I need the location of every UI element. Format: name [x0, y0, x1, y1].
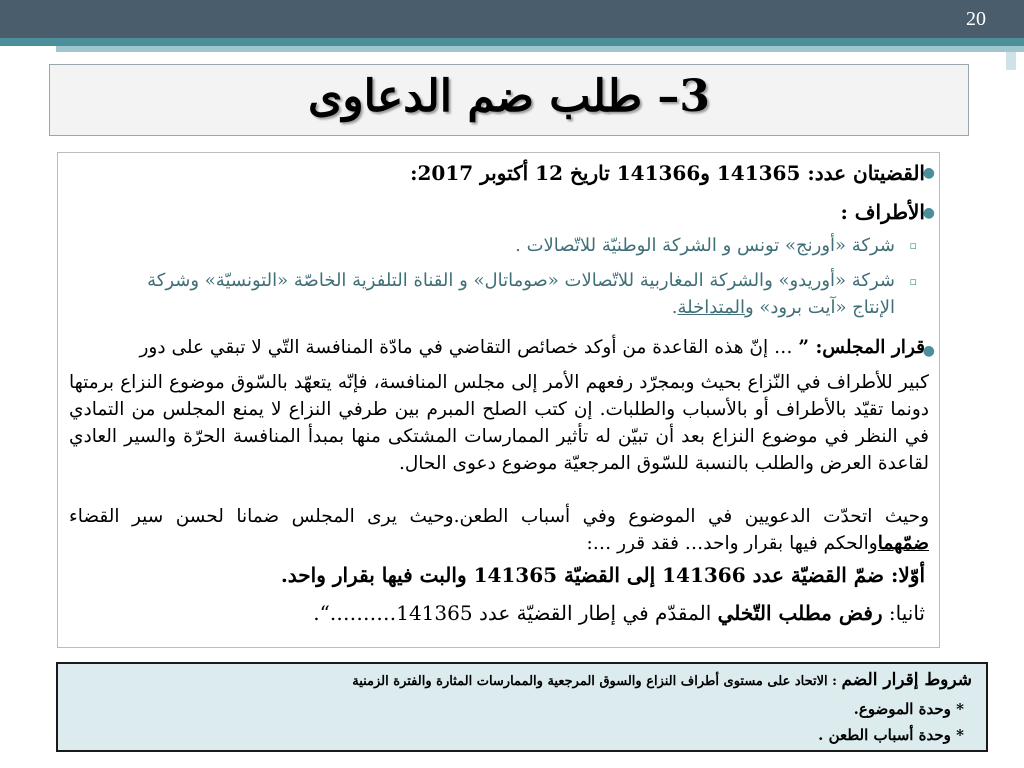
accent-band [0, 38, 1024, 46]
conditions-heading: شروط إقرار الضم [841, 670, 972, 690]
decision-body: كبير للأطراف في النّزاع بحيث وبمجرّد رفعهم الأمر إلى مجلس المنافسة، فإنّه يتعهّد بالسّوق موضوع النزاع برمتها دونما تقيّد بالأطراف أو بالأسباب والطلبات. إن كتب الصلح المبرم بين طرفي النزاع لا يمنع المجلس من التمادي في النظر في موضوع النزاع بعد أن تبيّن له تأثير الممارسات المشتكى منها بمبدأ المنافسة الحرّة والسير العادي لقاعدة العرض والطلب بالنسبة للسّوق المرجعيّة موضوع دعوى الحال. [69, 372, 929, 474]
cases-line [410, 161, 925, 185]
ruling-second-label: ثانيا: [882, 601, 925, 625]
ruling-first: أوّلا: ضمّ القضيّة عدد 141366 إلى القضيّة 141365 والبت فيها بقرار واحد. [280, 563, 925, 587]
party-2-underlined: المتداخلة [677, 297, 745, 318]
party-2-line1: شركة «أوريدو» والشركة المغاربية للاتّصالات «صوماتال» و القناة التلفزية الخاصّة «التونسيّة» وشركة [147, 270, 895, 291]
decision-p2-text: وحيث اتحدّت الدعويين في الموضوع وفي أسباب الطعن.وحيث يرى المجلس ضمانا لحسن سير القضاء [69, 506, 929, 527]
party-1: شركة «أورنج» تونس و الشركة الوطنيّة للاتّصالات . [515, 235, 895, 256]
decision-label: قرار المجلس: ” [798, 337, 925, 358]
top-bar [0, 0, 1024, 38]
accent-band-light [56, 46, 1024, 52]
decision-p2-end: والحكم فيها بقرار واحد… فقد قرر …: [586, 533, 878, 554]
cases-label: القضيتان عدد: [807, 161, 925, 185]
slide-title: 3– طلب ضم الدعاوى [307, 71, 711, 122]
party-2-line2 [672, 297, 895, 318]
conditions-line [352, 670, 972, 690]
condition-item-1: * وحدة الموضوع. [853, 700, 964, 718]
sub-bullet-icon: ▫ [909, 275, 917, 288]
cases-value: 141365 و141366 تاريخ 12 أكتوبر 2017: [410, 161, 801, 185]
decision-paragraph-2 [69, 503, 929, 557]
conditions-text: : الاتحاد على مستوى أطراف النزاع والسوق المرجعية والممارسات المثارة والفترة الزمنية [352, 674, 842, 689]
bullet-dot-icon: ● [922, 165, 935, 181]
ruling-second-emph: رفض مطلب التّخلي [717, 601, 883, 625]
bullet-dot-icon: ● [922, 205, 935, 221]
parties-label: الأطراف : [840, 200, 925, 224]
conditions-box [56, 662, 988, 752]
bullet-dot-icon: ● [922, 343, 935, 359]
party-2-end: . [671, 297, 678, 318]
decision-first-line [139, 337, 925, 358]
decision-lead: … إنّ هذه القاعدة من أوكد خصائص التقاضي في مادّة المنافسة التّي لا تبقي على دور [139, 337, 799, 358]
ruling-second [313, 601, 925, 625]
accent-tab [1006, 52, 1016, 70]
content-box [57, 152, 940, 648]
sub-bullet-icon: ▫ [909, 239, 917, 252]
condition-item-2: * وحدة أسباب الطعن . [818, 726, 964, 744]
decision-p2-emph: ضمّهما [877, 533, 929, 554]
ruling-second-rest: المقدّم في إطار القضيّة عدد 141365……….“. [313, 601, 718, 625]
slide-number: 20 [966, 8, 986, 30]
title-box [49, 64, 969, 136]
party-2-text: الإنتاج «آيت برود» و [744, 297, 895, 318]
